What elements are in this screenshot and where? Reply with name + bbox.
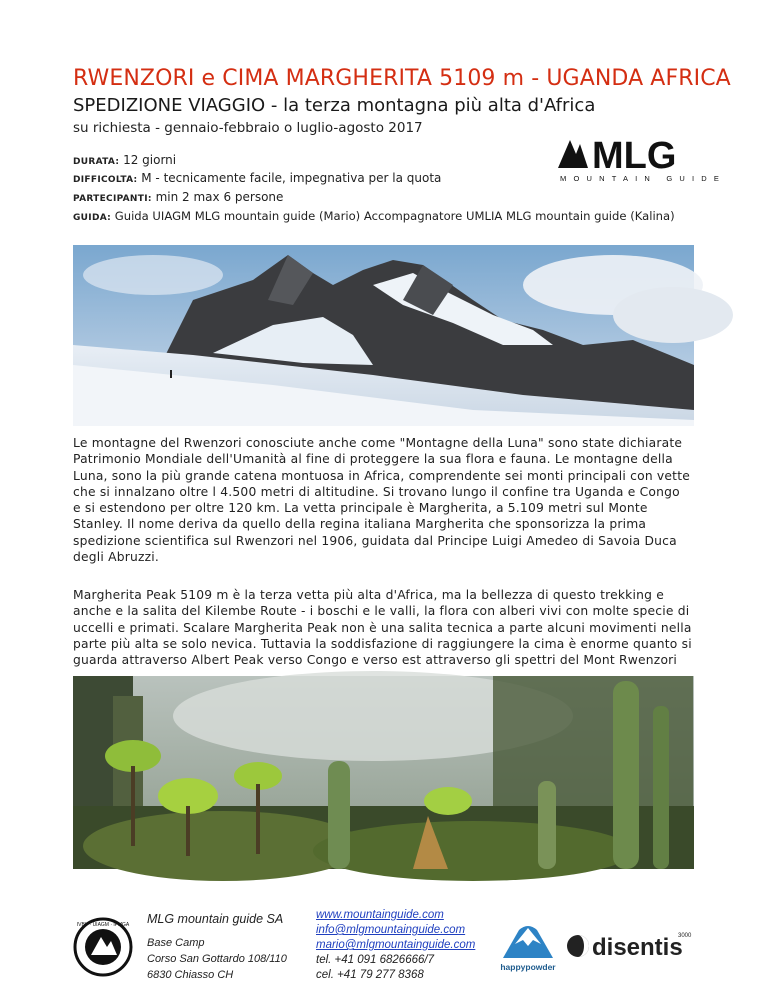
text-line: che si innalzano oltre l 4.500 metri di altitudine. Si trovano lungo il confine tra Uganda e Congo xyxy=(73,484,680,499)
info-key: PARTECIPANTI: xyxy=(73,194,152,204)
text-line: parte più alta se solo nevica. Tuttavia la soddisfazione di raggiungere la cima è enorme quanto si xyxy=(73,636,692,651)
logo-tagline: MOUNTAIN GUIDE xyxy=(560,174,727,183)
text-line: Luna, sono la più grande catena montuosa in Africa, comprendente sei monti principali con vette xyxy=(73,468,690,483)
email-link-info[interactable]: info@mlgmountainguide.com xyxy=(316,924,466,936)
partner-name: disentis xyxy=(592,934,683,961)
text-line: e si estendono per oltre 120 km. La vetta principale è Margherita, a 5.109 metri sul Monte xyxy=(73,501,648,516)
disentis-logo xyxy=(566,928,696,964)
mountain-icon xyxy=(558,140,588,168)
info-key: DURATA: xyxy=(73,157,120,167)
info-key: DIFFICOLTA: xyxy=(73,175,138,185)
text-line: Margherita Peak 5109 m è la terza vetta più alta d'Africa, ma la bellezza di questo trekking e xyxy=(73,588,664,602)
website-link[interactable]: www.mountainguide.com xyxy=(316,909,444,921)
info-value: 12 giorni xyxy=(123,153,177,167)
phone-text: tel. +41 091 6826666/7 xyxy=(316,954,434,966)
text-line: uccelli e primati. Scalare Margherita Peak non è una salita tecnica a parte alcuni movimenti nella xyxy=(73,620,692,635)
info-row-guide xyxy=(73,209,675,223)
ifmga-badge xyxy=(73,917,133,977)
text-line: spedizione scientifica sul Rwenzori nel 1906, guidata dal Principe Luigi Amedeo di Savoia Duca xyxy=(73,533,677,548)
info-row-difficulty xyxy=(73,171,441,185)
info-value: M - tecnicamente facile, impegnativa per la quota xyxy=(141,171,442,185)
mountain-photo xyxy=(73,245,694,426)
text-line: Stanley. Il nome deriva da quello della regina italiana Margherita che sponsorizza la prima xyxy=(73,517,647,532)
address-line: 6830 Chiasso CH xyxy=(147,969,234,981)
address-line: Base Camp xyxy=(147,937,205,949)
badge-text: IVBV · UIAGM · IFMGA xyxy=(76,922,130,928)
address-line: Corso San Gottardo 108/110 xyxy=(147,953,287,965)
page-subtitle: SPEDIZIONE VIAGGIO - la terza montagna più alta d'Africa xyxy=(73,95,596,116)
partner-name: happypowder xyxy=(500,962,556,972)
info-row-duration xyxy=(73,153,176,167)
text-line: Patrimonio Mondiale dell'Umanità al fine di proteggere la sua flora e fauna. Le montagne della xyxy=(73,452,673,467)
mlg-logo xyxy=(556,132,727,184)
email-link-mario[interactable]: mario@mlgmountainguide.com xyxy=(316,939,476,951)
happypowder-logo xyxy=(495,920,561,976)
info-value: min 2 max 6 persone xyxy=(155,190,284,204)
text-line: guarda attraverso Albert Peak verso Congo e verso est attraverso gli spettri del Mont Rwenzori xyxy=(73,653,678,668)
text-line: anche e la salita del Kilembe Route - i boschi e le valli, la flora con alberi vivi con molte specie di xyxy=(73,604,690,619)
paragraph-intro xyxy=(73,435,699,565)
page-title: RWENZORI e CIMA MARGHERITA 5109 m - UGANDA AFRICA xyxy=(73,66,731,91)
paragraph-peak xyxy=(73,587,699,668)
text-line: degli Abruzzi. xyxy=(73,550,160,565)
availability-text: su richiesta - gennaio-febbraio o luglio-agosto 2017 xyxy=(73,120,423,136)
info-key: GUIDA: xyxy=(73,213,112,223)
logo-mark: MLG xyxy=(592,135,677,177)
mobile-text: cel. +41 79 277 8368 xyxy=(316,969,424,981)
info-value: Guida UIAGM MLG mountain guide (Mario) Accompagnatore UMLIA MLG mountain guide (Kalina) xyxy=(114,209,675,223)
vegetation-photo xyxy=(73,676,694,869)
partner-sup: 3000 xyxy=(678,933,692,939)
company-name: MLG mountain guide SA xyxy=(147,912,284,926)
info-row-participants xyxy=(73,190,283,204)
text-line: Le montagne del Rwenzori conosciute anche come "Montagne della Luna" sono state dichiarate xyxy=(73,436,683,450)
